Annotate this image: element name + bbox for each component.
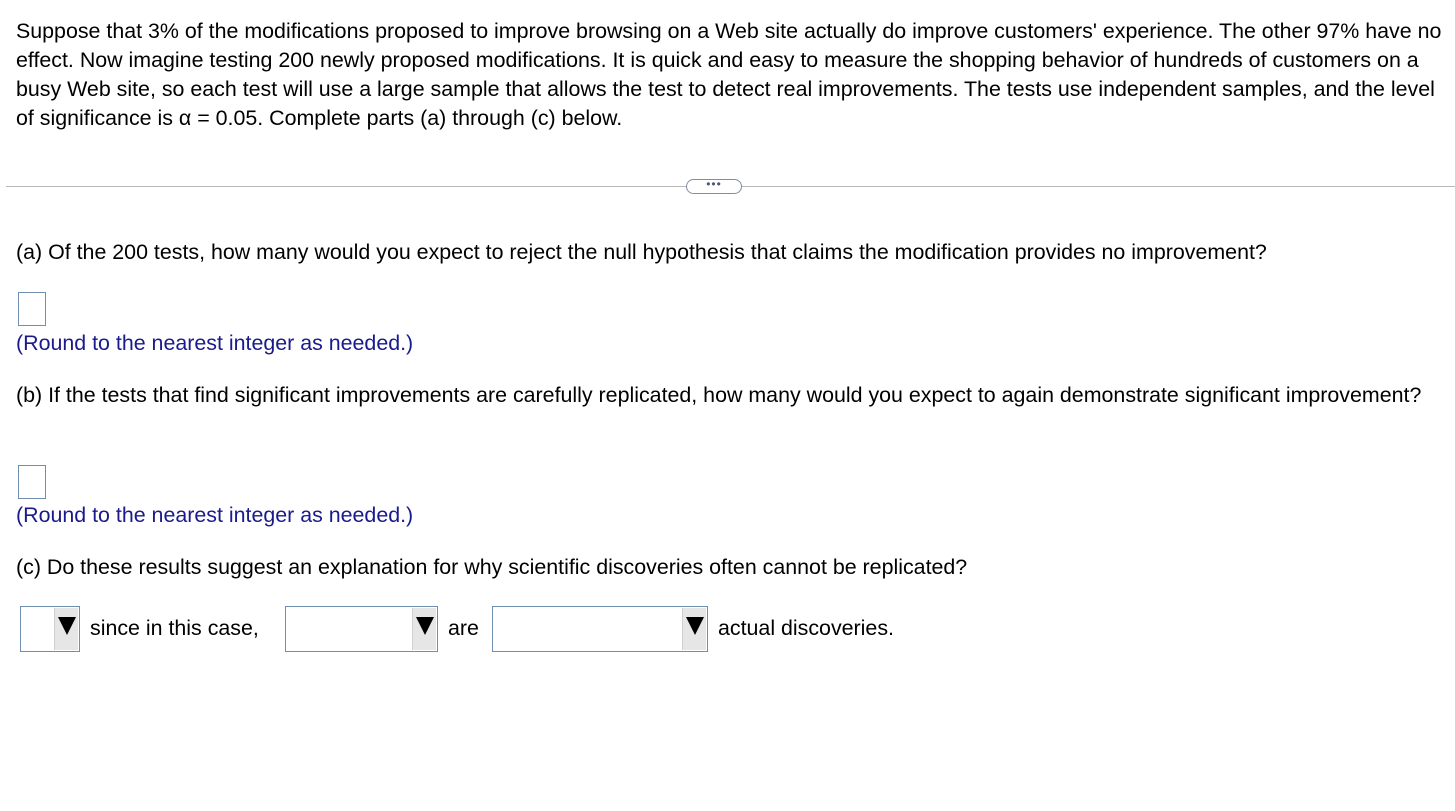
sentence-text-1: since in this case, <box>90 616 259 640</box>
dropdown-3[interactable] <box>492 606 708 652</box>
expand-button[interactable]: ••• <box>686 179 742 194</box>
answer-input-a[interactable] <box>18 292 46 326</box>
dropdown-arrow-icon[interactable] <box>412 608 436 650</box>
rounding-hint-a: (Round to the nearest integer as needed.) <box>16 331 414 355</box>
dropdown-1[interactable] <box>20 606 80 652</box>
question-c: (c) Do these results suggest an explanation for why scientific discoveries often cannot be replicated? <box>16 555 968 579</box>
question-a: (a) Of the 200 tests, how many would you expect to reject the null hypothesis that claims the modification provides no improvement? <box>16 240 1267 264</box>
rounding-hint-b: (Round to the nearest integer as needed.) <box>16 503 414 527</box>
dropdown-2[interactable] <box>285 606 438 652</box>
question-b: (b) If the tests that find significant improvements are carefully replicated, how many would you expect to again demonstrate significant improvement? <box>16 383 1422 407</box>
sentence-text-3: actual discoveries. <box>718 616 894 640</box>
dropdown-arrow-icon[interactable] <box>54 608 78 650</box>
sentence-text-2: are <box>448 616 479 640</box>
dropdown-arrow-icon[interactable] <box>682 608 706 650</box>
problem-statement: Suppose that 3% of the modifications proposed to improve browsing on a Web site actually do improve customers' experience. The other 97% have no effect. Now imagine testing 200 newly proposed modifications. It is quick and easy to measure the shopping behavior of hundreds of customers on a busy Web site, so each test will use a large sample that allows the test to detect real improvements. The tests use independent samples, and the level of significance is α = 0.05. Complete parts (a) through (c) below. <box>16 19 1442 130</box>
answer-input-b[interactable] <box>18 465 46 499</box>
